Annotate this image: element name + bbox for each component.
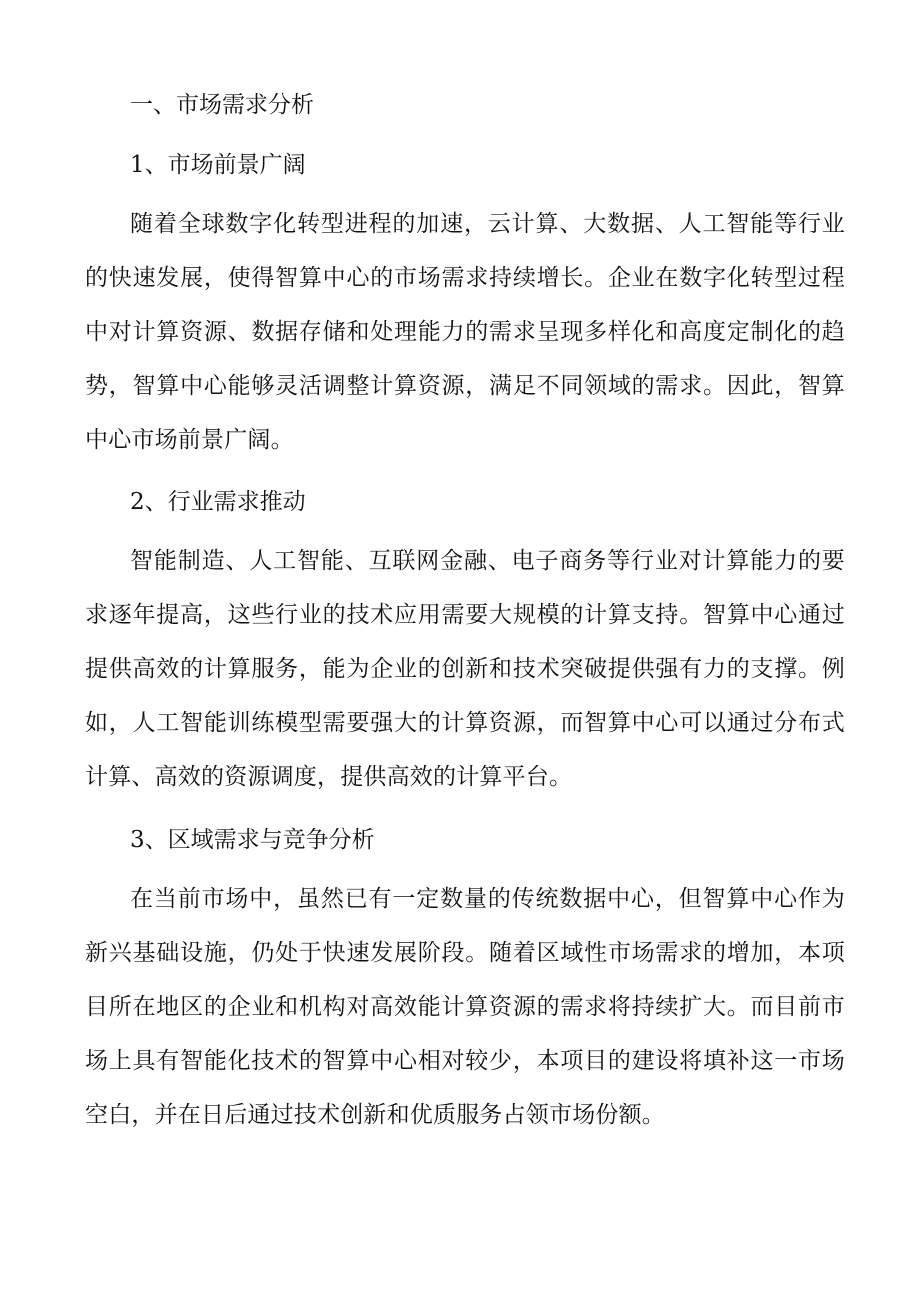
subsection-heading-3: 3、区域需求与竞争分析 [130,827,375,853]
section-title: 一、市场需求分析 [130,92,314,118]
subsection-heading-1: 1、市场前景广阔 [130,152,306,178]
subsection-body-1: 随着全球数字化转型进程的加速，云计算、大数据、人工智能等行业的快速发展，使得智算中心的市场需求持续增长。企业在数字化转型过程中对计算资源、数据存储和处理能力的需求呈现多样化和高度定制化的趋势，智算中心能够灵活调整计算资源，满足不同领域的需求。因此，智算中心市场前景广阔。 [85,211,845,453]
subsection-body-2: 智能制造、人工智能、互联网金融、电子商务等行业对计算能力的要求逐年提高，这些行业的技术应用需要大规模的计算支持。智算中心通过提供高效的计算服务，能为企业的创新和技术突破提供强有力的支撑。例如，人工智能训练模型需要强大的计算资源，而智算中心可以通过分布式计算、高效的资源调度，提供高效的计算平台。 [85,548,845,790]
subsection-body-3: 在当前市场中，虽然已有一定数量的传统数据中心，但智算中心作为新兴基础设施，仍处于快速发展阶段。随着区域性市场需求的增加，本项目所在地区的企业和机构对高效能计算资源的需求将持续扩大。而目前市场上具有智能化技术的智算中心相对较少，本项目的建设将填补这一市场空白，并在日后通过技术创新和优质服务占领市场份额。 [85,886,845,1128]
subsection-heading-2: 2、行业需求推动 [130,489,306,515]
